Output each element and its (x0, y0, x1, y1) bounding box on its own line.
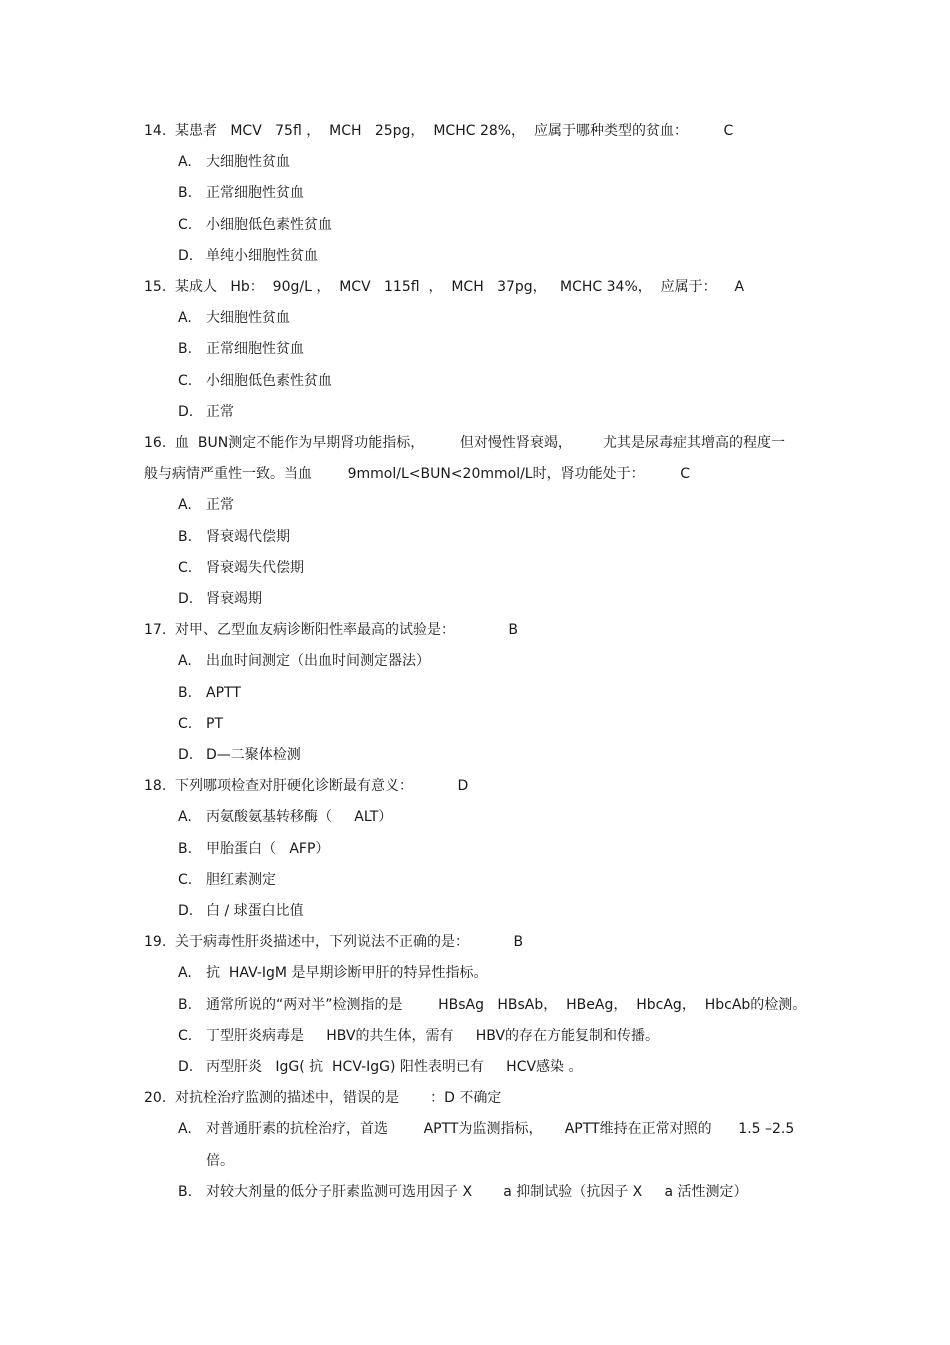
option-text: 肾衰竭代偿期 (206, 529, 290, 545)
question-number: 20. (144, 1090, 167, 1106)
option-line (178, 184, 304, 202)
option-line (178, 590, 262, 608)
question-number: 15. (144, 279, 167, 295)
option-line (178, 964, 487, 982)
option-line (178, 746, 301, 764)
question-text: 下列哪项检查对肝硬化诊断最有意义： D (175, 778, 469, 794)
option-line (178, 684, 241, 702)
option-letter: B. (178, 185, 193, 201)
option-letter: D. (178, 747, 194, 763)
option-text: 正常细胞性贫血 (206, 185, 304, 201)
question-text: 某成人 Hb： 90g/L ， MCV 115fl ， MCH 37pg， MCHC 34%， 应属于： A (175, 279, 745, 295)
option-text: D—二聚体检测 (206, 747, 301, 763)
option-text: 小细胞低色素性贫血 (206, 217, 332, 233)
option-line (178, 1027, 659, 1045)
option-letter: C. (178, 1028, 193, 1044)
question-text: 对抗栓治疗监测的描述中，错误的是 ：D 不确定 (175, 1090, 502, 1106)
option-text: 肾衰竭失代偿期 (206, 560, 304, 576)
option-line (178, 871, 276, 889)
option-line (178, 340, 304, 358)
option-letter: D. (178, 591, 194, 607)
option-line (178, 153, 290, 171)
option-text: 大细胞性贫血 (206, 154, 290, 170)
question-line-continued (144, 465, 690, 483)
option-text: 丙氨酸氨基转移酶（ ALT） (206, 809, 393, 825)
option-letter: B. (178, 685, 193, 701)
option-text: 白 / 球蛋白比值 (206, 903, 304, 919)
option-line (178, 496, 234, 514)
question-line (144, 1089, 501, 1107)
option-text: 正常细胞性贫血 (206, 341, 304, 357)
question-number: 16. (144, 435, 167, 451)
option-text: 小细胞低色素性贫血 (206, 373, 332, 389)
option-text: 通常所说的“两对半”检测指的是 HBsAg HBsAb， HBeAg， HbcAg， HbcAb的检测。 (206, 997, 807, 1013)
option-line (178, 559, 304, 577)
option-text: 正常 (206, 404, 234, 420)
option-line (178, 715, 223, 733)
question-text: 关于病毒性肝炎描述中，下列说法不正确的是： B (175, 934, 524, 950)
option-letter: A. (178, 653, 192, 669)
option-line (178, 652, 430, 670)
option-letter: B. (178, 1184, 193, 1200)
option-line (178, 808, 392, 826)
option-letter: C. (178, 217, 193, 233)
option-line (178, 1058, 583, 1076)
option-letter: B. (178, 529, 193, 545)
option-letter: C. (178, 872, 193, 888)
option-text: 肾衰竭期 (206, 591, 262, 607)
option-line (178, 403, 234, 421)
option-letter: B. (178, 341, 193, 357)
question-number: 14. (144, 123, 167, 139)
option-text: 单纯小细胞性贫血 (206, 248, 318, 264)
option-letter: D. (178, 903, 194, 919)
option-line (178, 902, 304, 920)
question-line (144, 621, 518, 639)
option-text: 大细胞性贫血 (206, 310, 290, 326)
option-letter: B. (178, 997, 193, 1013)
option-letter: D. (178, 1059, 194, 1075)
option-letter: A. (178, 809, 192, 825)
option-text: APTT (206, 685, 241, 701)
option-letter: A. (178, 965, 192, 981)
option-line (178, 528, 290, 546)
question-line (144, 122, 733, 140)
option-text: 出血时间测定（出血时间测定器法） (206, 653, 430, 669)
option-letter: A. (178, 497, 192, 513)
question-text: 般与病情严重性一致。当血 9mmol/L<BUN<20mmol/L时，肾功能处于： C (144, 466, 690, 482)
option-text: 对普通肝素的抗栓治疗，首选 APTT为监测指标， APTT维持在正常对照的 1.5 –2.5 (206, 1121, 795, 1137)
question-line (144, 434, 785, 452)
option-line (178, 1183, 748, 1201)
option-letter: C. (178, 560, 193, 576)
option-line (178, 372, 332, 390)
option-letter: B. (178, 841, 193, 857)
option-text: 甲胎蛋白（ AFP） (206, 841, 330, 857)
option-letter: A. (178, 310, 192, 326)
option-text: 正常 (206, 497, 234, 513)
option-line (178, 216, 332, 234)
question-line (144, 933, 523, 951)
option-line (178, 1120, 794, 1138)
option-letter: D. (178, 248, 194, 264)
question-text: 某患者 MCV 75fl ， MCH 25pg， MCHC 28%， 应属于哪种类型的贫血： C (175, 123, 734, 139)
question-line (144, 278, 744, 296)
option-line (178, 840, 329, 858)
option-letter: A. (178, 1121, 192, 1137)
option-line (178, 309, 290, 327)
option-letter: C. (178, 373, 193, 389)
option-text: 胆红素测定 (206, 872, 276, 888)
option-letter: C. (178, 716, 193, 732)
question-text: 血 BUN测定不能作为早期肾功能指标， 但对慢性肾衰竭， 尤其是尿毒症其增高的程度一 (175, 435, 785, 451)
option-text: 抗 HAV-IgM 是早期诊断甲肝的特异性指标。 (206, 965, 488, 981)
question-number: 19. (144, 934, 167, 950)
question-number: 18. (144, 778, 167, 794)
option-letter: A. (178, 154, 192, 170)
option-text: 丁型肝炎病毒是 HBV的共生体，需有 HBV的存在方能复制和传播。 (206, 1028, 660, 1044)
option-text: PT (206, 716, 223, 732)
option-line (178, 996, 806, 1014)
option-text: 丙型肝炎 IgG( 抗 HCV-IgG) 阳性表明已有 HCV感染 。 (206, 1059, 583, 1075)
option-line (178, 247, 318, 265)
option-letter: D. (178, 404, 194, 420)
option-text: 倍。 (206, 1153, 234, 1169)
option-line-continued (206, 1152, 234, 1170)
question-number: 17. (144, 622, 167, 638)
question-line (144, 777, 468, 795)
question-text: 对甲、乙型血友病诊断阳性率最高的试验是： B (175, 622, 519, 638)
option-text: 对较大剂量的低分子肝素监测可选用因子 X a 抑制试验（抗因子 X a 活性测定） (206, 1184, 748, 1200)
